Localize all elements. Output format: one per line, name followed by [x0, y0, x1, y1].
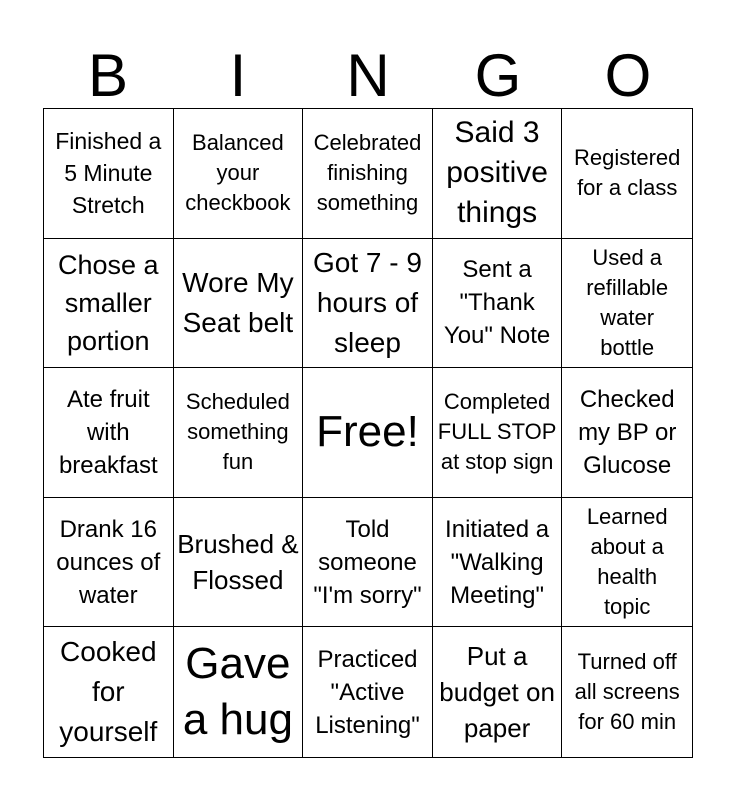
bingo-cell-text: Registered for a class: [574, 145, 681, 201]
bingo-cell-r4-c4[interactable]: [433, 498, 563, 628]
bingo-cell-text: Used a refillable water bottle: [586, 244, 669, 360]
bingo-cell-r3-c5[interactable]: [562, 368, 692, 498]
bingo-cell-text: Drank 16 ounces of water: [56, 515, 161, 609]
bingo-cell-text: Brushed & Flossed: [177, 529, 299, 596]
bingo-cell-text: Sent a "Thank You" Note: [443, 256, 551, 350]
bingo-cell-r5-c2[interactable]: [174, 627, 304, 757]
bingo-cell-text: Completed FULL STOP at stop sign: [437, 389, 557, 475]
bingo-cell-text: Wore My Seat belt: [182, 266, 294, 338]
bingo-cell-text: Turned off all screens for 60 min: [574, 649, 680, 735]
bingo-cell-r5-c5[interactable]: [562, 627, 692, 757]
bingo-cell-text: Checked my BP or Glucose: [578, 385, 677, 479]
bingo-cell-text: Put a budget on paper: [439, 641, 555, 744]
bingo-header: [43, 38, 693, 108]
bingo-cell-text: Finished a 5 Minute Stretch: [55, 128, 162, 219]
bingo-cell-r5-c3[interactable]: [303, 627, 433, 757]
free-space-label: Free!: [316, 407, 419, 457]
bingo-cell-text: Said 3 positive things: [446, 116, 548, 230]
bingo-board: [43, 108, 693, 758]
bingo-cell-r1-c5[interactable]: [562, 109, 692, 239]
bingo-cell-text: Initiated a "Walking Meeting": [445, 515, 550, 609]
bingo-cell-text: Gave a hug: [182, 639, 293, 745]
bingo-cell-text: Practiced "Active Listening": [315, 645, 420, 739]
bingo-cell-r2-c4[interactable]: [433, 239, 563, 369]
bingo-cell-r2-c3[interactable]: [303, 239, 433, 369]
bingo-cell-text: Celebrated finishing something: [313, 130, 422, 216]
bingo-cell-text: Got 7 - 9 hours of sleep: [313, 246, 422, 358]
bingo-cell-r3-c3[interactable]: [303, 368, 433, 498]
bingo-cell-r3-c1[interactable]: [44, 368, 174, 498]
bingo-cell-r4-c3[interactable]: [303, 498, 433, 628]
bingo-cell-r1-c2[interactable]: [174, 109, 304, 239]
bingo-cell-r1-c3[interactable]: [303, 109, 433, 239]
bingo-cell-r5-c1[interactable]: [44, 627, 174, 757]
bingo-cell-text: Chose a smaller portion: [58, 249, 159, 356]
bingo-cell-r3-c2[interactable]: [174, 368, 304, 498]
bingo-cell-text: Ate fruit with breakfast: [58, 385, 158, 479]
bingo-cell-r2-c1[interactable]: [44, 239, 174, 369]
header-letter-g: G: [474, 42, 522, 109]
bingo-cell-r4-c1[interactable]: [44, 498, 174, 628]
bingo-cell-text: Balanced your checkbook: [185, 130, 291, 216]
bingo-cell-r4-c2[interactable]: [174, 498, 304, 628]
bingo-cell-r2-c2[interactable]: [174, 239, 304, 369]
header-letter-b: B: [87, 42, 129, 109]
bingo-cell-text: Cooked for yourself: [59, 636, 158, 748]
bingo-cell-r5-c4[interactable]: [433, 627, 563, 757]
header-letter-o: O: [604, 42, 652, 109]
bingo-cell-text: Scheduled something fun: [185, 389, 290, 475]
bingo-cell-r4-c5[interactable]: [562, 498, 692, 628]
bingo-cell-r1-c1[interactable]: [44, 109, 174, 239]
header-letter-n: N: [346, 42, 390, 109]
header-letter-i: I: [229, 42, 247, 109]
bingo-cell-r2-c5[interactable]: [562, 239, 692, 369]
bingo-cell-text: Told someone "I'm sorry": [313, 515, 422, 609]
bingo-cell-r3-c4[interactable]: [433, 368, 563, 498]
bingo-cell-r1-c4[interactable]: [433, 109, 563, 239]
bingo-cell-text: Learned about a health topic: [586, 504, 668, 620]
